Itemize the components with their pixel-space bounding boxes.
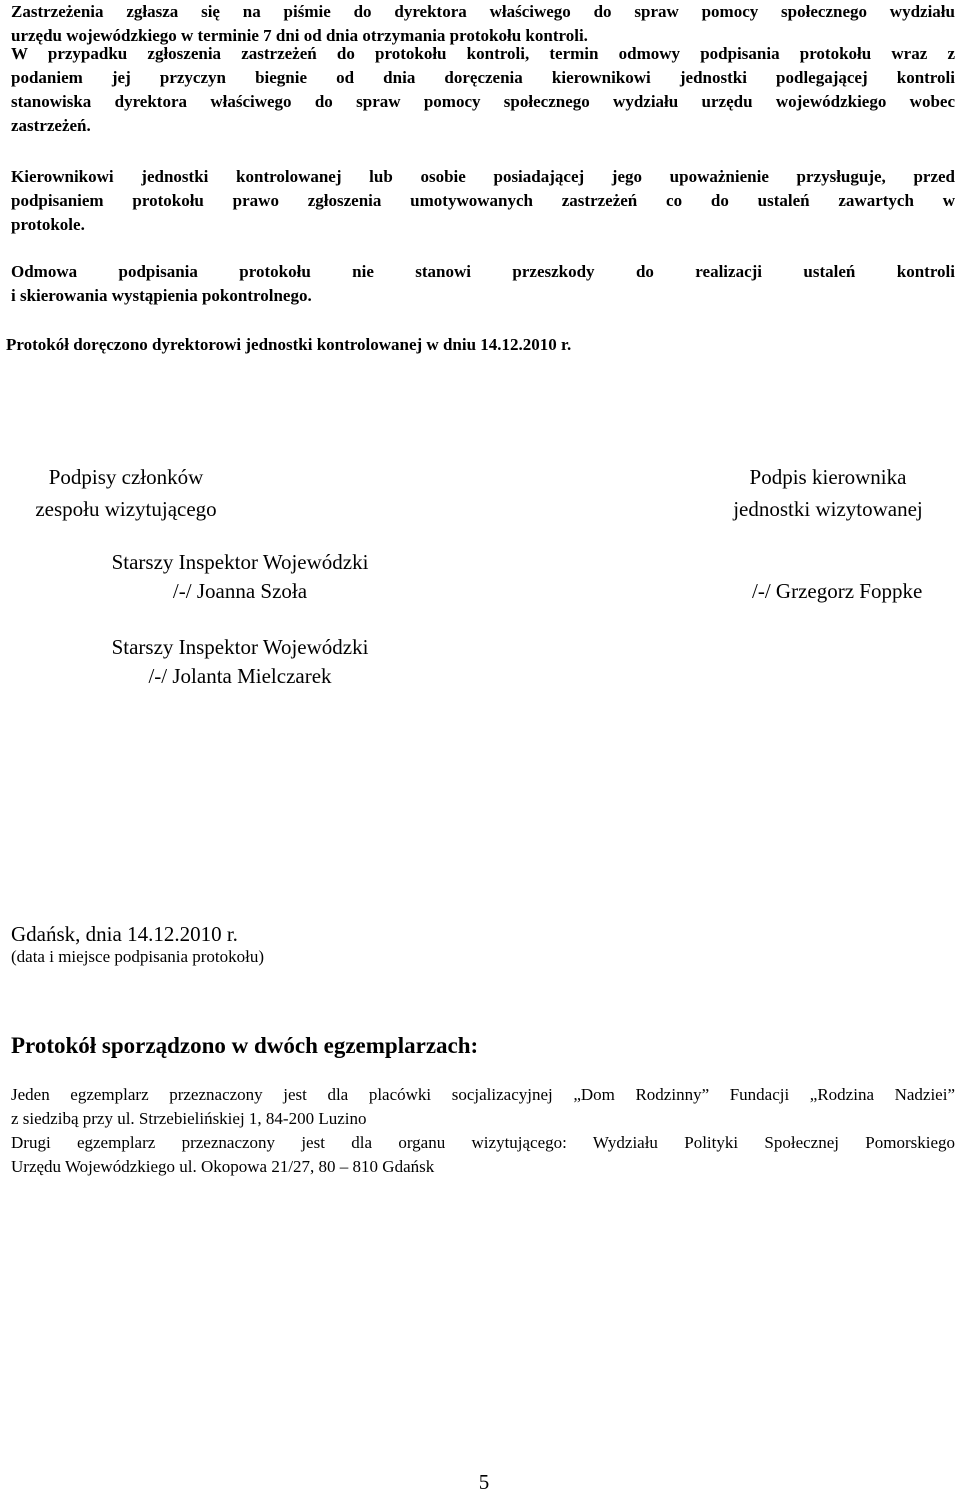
inspector-signature-1 [60, 548, 420, 606]
copies-heading: Protokół sporządzono w dwóch egzemplarzach: [11, 1033, 479, 1058]
text-line: Odmowa podpisania protokołu nie stanowi przeszkody do realizacji ustaleń kontroli [11, 262, 955, 281]
text-line: zastrzeżeń. [11, 116, 91, 135]
page-number: 5 [478, 1470, 490, 1494]
heading-line: Podpisy członków [48, 465, 204, 489]
text-line: W przypadku zgłoszenia zastrzeżeń do protokołu kontroli, termin odmowy podpisania protokołu wraz z [11, 44, 955, 63]
inspector-name: /-/ Jolanta Mielczarek [148, 664, 332, 688]
text-line: i skierowania wystąpienia pokontrolnego. [11, 286, 312, 305]
inspector-signature-2 [60, 633, 420, 691]
text-line: Drugi egzemplarz przeznaczony jest dla organu wizytującego: Wydziału Polityki Społecznej Pomorskiego [11, 1133, 955, 1152]
paragraph-refusal-term [11, 42, 955, 138]
place-date: Gdańsk, dnia 14.12.2010 r. [11, 922, 238, 946]
place-date-caption: (data i miejsce podpisania protokołu) [11, 947, 265, 966]
heading-line: zespołu wizytującego [35, 497, 217, 521]
inspector-title: Starszy Inspektor Wojewódzki [111, 635, 369, 659]
text-line: podpisaniem protokołu prawo zgłoszenia umotywowanych zastrzeżeń co do ustaleń zawartych w [11, 191, 955, 210]
text-line: urzędu wojewódzkiego w terminie 7 dni od dnia otrzymania protokołu kontroli. [11, 26, 588, 45]
text-line: Kierownikowi jednostki kontrolowanej lub osobie posiadającej jego upoważnienie przysługuje, przed [11, 167, 955, 186]
delivery-statement: Protokół doręczono dyrektorowi jednostki kontrolowanej w dniu 14.12.2010 r. [6, 335, 572, 354]
text-line: podaniem jej przyczyn biegnie od dnia doręczenia kierownikowi jednostki podlegającej kontroli [11, 68, 955, 87]
heading-line: Podpis kierownika [749, 465, 907, 489]
text-line: Jeden egzemplarz przeznaczony jest dla placówki socjalizacyjnej „Dom Rodzinny” Fundacji „Rodzina Nadziei” [11, 1085, 955, 1104]
members-signature-heading [0, 461, 252, 525]
paragraph-right-to-objections [11, 165, 955, 237]
inspector-title: Starszy Inspektor Wojewódzki [111, 550, 369, 574]
heading-line: jednostki wizytowanej [733, 497, 923, 521]
inspector-name: /-/ Joanna Szoła [172, 579, 308, 603]
text-line: stanowiska dyrektora właściwego do spraw pomocy społecznego wydziału urzędu wojewódzkiego wobec [11, 92, 955, 111]
director-signature-heading [696, 461, 960, 525]
text-line: z siedzibą przy ul. Strzebielińskiej 1, 84-200 Luzino [11, 1109, 367, 1128]
paragraph-objections-deadline [11, 0, 955, 48]
text-line: Urzędu Wojewódzkiego ul. Okopowa 21/27, 80 – 810 Gdańsk [11, 1157, 435, 1176]
copies-description [11, 1083, 955, 1179]
text-line: Zastrzeżenia zgłasza się na piśmie do dyrektora właściwego do spraw pomocy społecznego wydziału [11, 2, 955, 21]
paragraph-refusal-effect [11, 260, 955, 308]
director-signature: /-/ Grzegorz Foppke [752, 579, 923, 603]
text-line: protokole. [11, 215, 85, 234]
